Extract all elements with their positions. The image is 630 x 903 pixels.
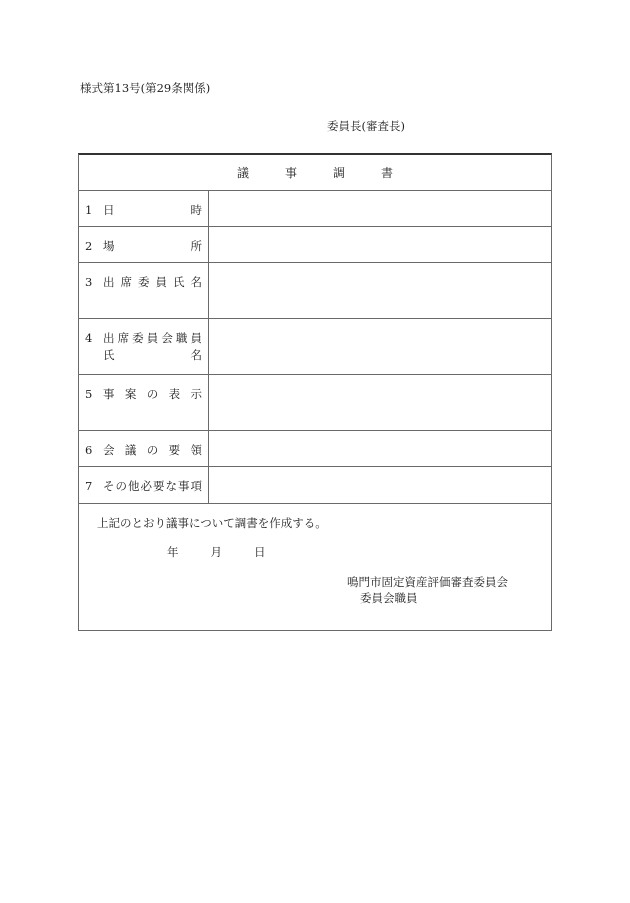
label-char: 要 [168, 443, 181, 457]
label-char: 委 [132, 331, 144, 345]
label-char: 員 [190, 331, 202, 345]
label-char: 議 [124, 443, 137, 457]
recipient: 委員長(審査長) [327, 119, 405, 133]
label-char: 出 [103, 275, 115, 289]
date-month: 月 [210, 545, 222, 559]
label-char: 表 [168, 387, 181, 401]
table-row-meeting-summary [79, 431, 551, 467]
statement: 上記のとおり議事について調書を作成する。 [97, 516, 327, 530]
title-char: 書 [381, 166, 394, 180]
label-char: 必 [140, 479, 152, 493]
row-label [79, 263, 209, 318]
label-char: 席 [120, 275, 132, 289]
row-label [79, 319, 209, 374]
label-char: 氏 [173, 275, 185, 289]
label-char: 案 [124, 387, 137, 401]
row-number: 5 [85, 387, 93, 401]
label-char: 日 [103, 203, 115, 217]
row-number: 1 [85, 203, 93, 217]
title-char: 調 [333, 166, 346, 180]
other-matters-value[interactable] [209, 467, 551, 503]
row-number: 7 [85, 479, 93, 493]
organization: 鳴門市固定資産評価審査委員会 [347, 575, 508, 589]
table-row-other-matters [79, 467, 551, 504]
title-char: 事 [284, 166, 297, 180]
form-number: 様式第13号(第29条関係) [80, 81, 211, 95]
label-char: 委 [138, 275, 150, 289]
row-number: 4 [85, 331, 93, 345]
attending-staff-value[interactable] [209, 319, 551, 374]
label-char: 時 [190, 203, 202, 217]
label-char: の [146, 443, 159, 457]
label-char: 領 [190, 443, 202, 457]
label-char: 会 [161, 331, 173, 345]
row-number: 2 [85, 239, 93, 253]
label-char: 示 [190, 387, 202, 401]
table-footer [79, 504, 551, 632]
label-char: 事 [178, 479, 190, 493]
label-char: 項 [190, 479, 202, 493]
minutes-table [78, 153, 552, 631]
label-char: 所 [190, 239, 202, 253]
row-number: 3 [85, 275, 93, 289]
table-row-attending-members [79, 263, 551, 319]
table-row-datetime [79, 191, 551, 227]
table-row-case-display [79, 375, 551, 431]
row-label [79, 467, 209, 503]
label-char: 場 [103, 239, 115, 253]
label-char: 名 [190, 275, 202, 289]
label-char: 要 [153, 479, 165, 493]
row-number: 6 [85, 443, 93, 457]
date-line [167, 544, 298, 560]
label-char: 職 [175, 331, 188, 345]
label-char: 名 [190, 348, 202, 362]
title-char: 議 [236, 166, 249, 180]
label-char: 員 [146, 331, 159, 345]
datetime-value[interactable] [209, 191, 551, 226]
label-char: 他 [128, 479, 140, 493]
table-row-attending-staff [79, 319, 551, 375]
row-label [79, 375, 209, 430]
row-label [79, 191, 209, 226]
label-char: な [165, 479, 177, 493]
attending-members-value[interactable] [209, 263, 551, 318]
meeting-summary-value[interactable] [209, 431, 551, 466]
label-char: そ [103, 479, 115, 493]
label-char: 会 [103, 443, 115, 457]
row-label [79, 431, 209, 466]
label-char: 員 [155, 275, 167, 289]
label-char: 席 [117, 331, 130, 345]
table-row-place [79, 227, 551, 263]
label-char: 氏 [103, 348, 115, 362]
place-value[interactable] [209, 227, 551, 262]
date-year: 年 [167, 545, 179, 559]
label-char: の [115, 479, 127, 493]
staff-title: 委員会職員 [360, 591, 418, 605]
label-char: 事 [103, 387, 115, 401]
label-char: の [146, 387, 159, 401]
table-title [79, 155, 551, 191]
case-display-value[interactable] [209, 375, 551, 430]
label-char: 出 [103, 331, 115, 345]
date-day: 日 [254, 545, 266, 559]
row-label [79, 227, 209, 262]
